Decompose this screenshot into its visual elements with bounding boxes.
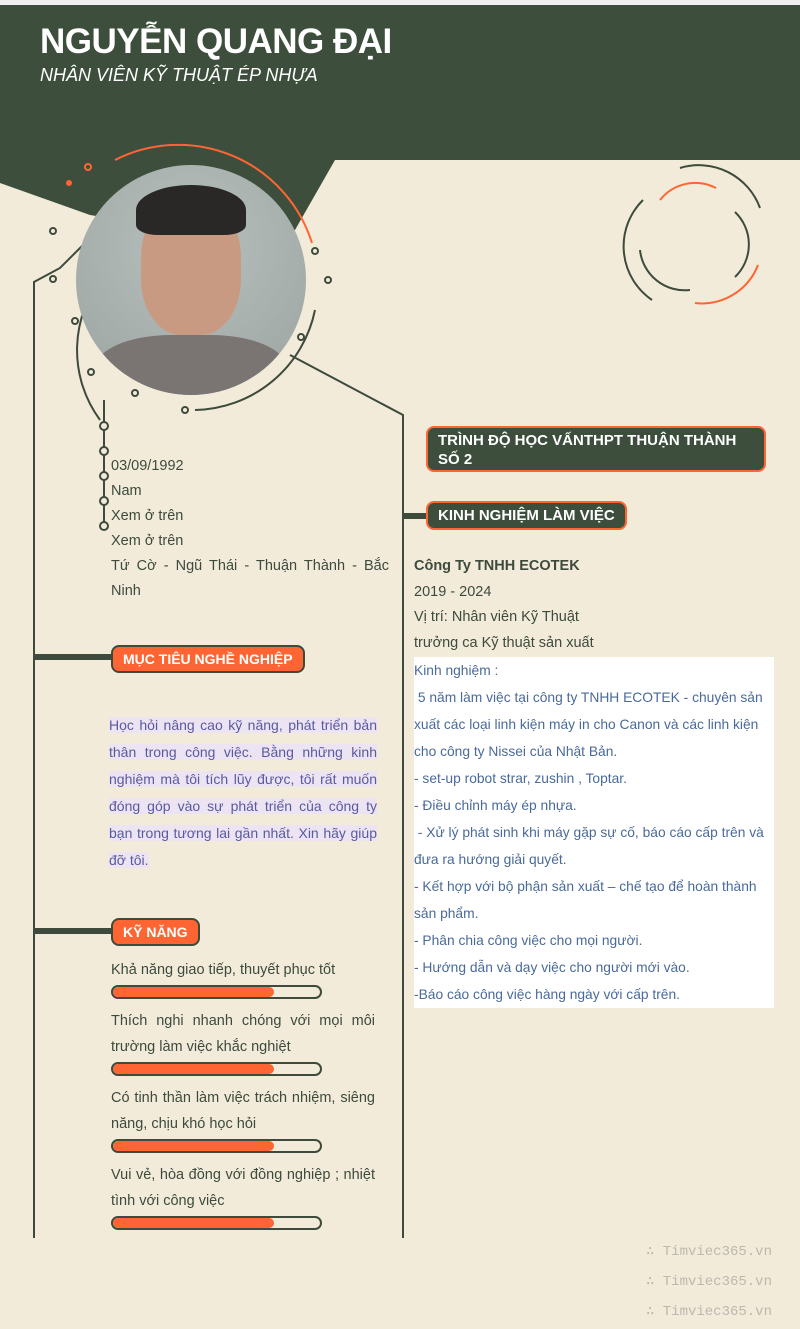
email: Xem ở trên bbox=[111, 533, 184, 549]
experience-detail-line: - Phân chia công việc cho mọi người. bbox=[414, 933, 643, 948]
skill-name: Thích nghi nhanh chóng với mọi môi trường làm việc khắc nghiệt bbox=[111, 1013, 375, 1055]
watermark: ∴ Timviec365.vn bbox=[645, 1304, 772, 1320]
connector bbox=[403, 513, 427, 519]
objective-heading: MỤC TIÊU NGHỀ NGHIỆP bbox=[111, 645, 305, 673]
experience-entry bbox=[414, 554, 774, 1008]
candidate-name: NGUYỄN QUANG ĐẠI bbox=[40, 22, 392, 61]
gender: Nam bbox=[111, 483, 142, 499]
experience-detail-line: -Báo cáo công việc hàng ngày với cấp trên. bbox=[414, 987, 680, 1002]
experience-heading: KINH NGHIỆM LÀM VIỆC bbox=[426, 501, 627, 530]
skill-bar-fill bbox=[113, 1218, 274, 1228]
experience-detail-line: - Xử lý phát sinh khi máy gặp sự cố, báo cáo cấp trên và đưa ra hướng giải quyết. bbox=[414, 825, 768, 867]
skill-bar-fill bbox=[113, 1141, 274, 1151]
phone: Xem ở trên bbox=[111, 508, 184, 524]
skills-heading: KỸ NĂNG bbox=[111, 918, 200, 946]
experience-detail-line: - Hướng dẫn và dạy việc cho người mới vào. bbox=[414, 960, 690, 975]
job-title: NHÂN VIÊN KỸ THUẬT ÉP NHỰA bbox=[40, 65, 318, 85]
role: trưởng ca Kỹ thuật sản xuất bbox=[414, 634, 594, 651]
objective-text: Học hỏi nâng cao kỹ năng, phát triển bản thân trong công việc. Bằng những kinh nghiệm mà tôi tích lũy được, tôi rất muốn đóng góp vào sự phát triển của công ty bạn trong tương lai gần nhất. Xin hãy giúp đỡ tôi. bbox=[109, 717, 377, 868]
profile-photo bbox=[76, 165, 306, 395]
experience-details bbox=[414, 657, 774, 1008]
skill-bar bbox=[111, 985, 322, 999]
connector bbox=[34, 928, 112, 934]
connector bbox=[34, 654, 112, 660]
personal-info bbox=[111, 454, 389, 604]
skill-bar bbox=[111, 1139, 322, 1153]
skill-bar-fill bbox=[113, 987, 274, 997]
education-heading: TRÌNH ĐỘ HỌC VẤNTHPT THUẬN THÀNH SỐ 2 bbox=[426, 426, 766, 472]
experience-detail-line: - set-up robot strar, zushin , Toptar. bbox=[414, 771, 627, 786]
birthdate: 03/09/1992 bbox=[111, 458, 184, 474]
skill-bar-fill bbox=[113, 1064, 274, 1074]
position: Vị trí: Nhân viên Kỹ Thuật bbox=[414, 609, 579, 625]
skills-list bbox=[111, 957, 375, 1239]
experience-detail-line: - Kết hợp với bộ phận sản xuất – chế tạo để hoàn thành sản phẩm. bbox=[414, 879, 761, 921]
company-name: Công Ty TNHH ECOTEK bbox=[414, 558, 580, 574]
skill-bar bbox=[111, 1062, 322, 1076]
watermark: ∴ Timviec365.vn bbox=[645, 1244, 772, 1260]
period: 2019 - 2024 bbox=[414, 583, 492, 600]
skill-bar bbox=[111, 1216, 322, 1230]
experience-detail-line: 5 năm làm việc tại công ty TNHH ECOTEK - chuyên sản xuất các loại linh kiện máy in cho Canon và các linh kiện cho công ty Nissei của Nhật Bản. bbox=[414, 690, 767, 759]
skill-name: Khả năng giao tiếp, thuyết phục tốt bbox=[111, 962, 336, 978]
address: Tứ Cờ - Ngũ Thái - Thuận Thành - Bắc Ninh bbox=[111, 558, 389, 599]
experience-detail-line: Kinh nghiệm : bbox=[414, 663, 499, 678]
experience-detail-line: - Điều chỉnh máy ép nhựa. bbox=[414, 798, 577, 813]
skill-name: Có tinh thần làm việc trách nhiệm, siêng năng, chịu khó học hỏi bbox=[111, 1090, 375, 1132]
watermark: ∴ Timviec365.vn bbox=[645, 1274, 772, 1290]
skill-name: Vui vẻ, hòa đồng với đồng nghiệp ; nhiệt tình với công việc bbox=[111, 1167, 375, 1209]
